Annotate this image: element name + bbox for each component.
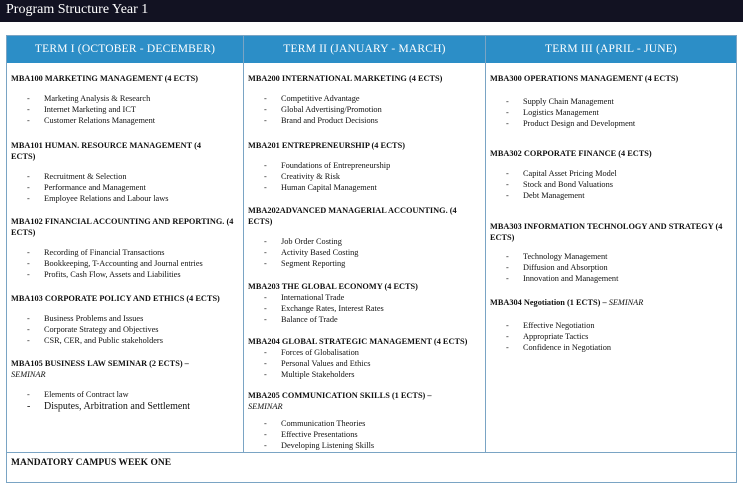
- topic-list: [490, 251, 732, 284]
- topic-item: - Disputes, Arbitration and Settlement: [11, 400, 239, 413]
- topic-item: - Profits, Cash Flow, Assets and Liabilities: [11, 269, 239, 280]
- course-block: [248, 390, 481, 451]
- topic-item: - Debt Management: [490, 190, 732, 201]
- topic-item: - Internet Marketing and ICT: [11, 104, 239, 115]
- topic-item: - Product Design and Development: [490, 118, 732, 129]
- topic-item: - Confidence in Negotiation: [490, 342, 732, 353]
- topic-list: [248, 93, 481, 126]
- topic-item: - Communication Theories: [248, 418, 481, 429]
- topic-item: - Forces of Globalisation: [248, 347, 481, 358]
- course-block: [11, 216, 239, 280]
- page-title: Program Structure Year 1: [6, 2, 149, 17]
- topic-item: - Balance of Trade: [248, 314, 481, 325]
- course-title: MBA101 HUMAN. RESOURCE MANAGEMENT (4 ECTS): [11, 141, 201, 161]
- topic-item: - Business Problems and Issues: [11, 313, 239, 324]
- seminar-label: SEMINAR: [248, 402, 283, 411]
- topic-item: - Technology Management: [490, 251, 732, 262]
- topic-list: [248, 418, 481, 451]
- term-heading: TERM III (APRIL - JUNE): [486, 36, 736, 63]
- topic-item: - Brand and Product Decisions: [248, 115, 481, 126]
- topic-item: - Creativity & Risk: [248, 171, 481, 182]
- course-block: [11, 140, 223, 204]
- course-block: [490, 148, 732, 201]
- course-block: [248, 205, 481, 269]
- topic-item: - Personal Values and Ethics: [248, 358, 481, 369]
- course-block: [248, 140, 481, 193]
- topic-list: [11, 389, 239, 413]
- topic-list: [248, 292, 481, 325]
- topic-item: - CSR, CER, and Public stakeholders: [11, 335, 239, 346]
- topic-list: [248, 347, 481, 380]
- course-block: [248, 73, 481, 126]
- topic-item: - Recording of Financial Transactions: [11, 247, 239, 258]
- course-block: [11, 293, 239, 346]
- course-block: [248, 336, 481, 380]
- topic-item: - Global Advertising/Promotion: [248, 104, 481, 115]
- term-heading: TERM I (OCTOBER - DECEMBER): [7, 36, 243, 63]
- topic-item: - Corporate Strategy and Objectives: [11, 324, 239, 335]
- topic-item: - Elements of Contract law: [11, 389, 239, 400]
- topic-item: - Effective Presentations: [248, 429, 481, 440]
- program-table: [6, 35, 737, 453]
- title-bar: [0, 0, 743, 22]
- topic-list: [490, 320, 732, 353]
- topic-item: - Customer Relations Management: [11, 115, 239, 126]
- course-title: MBA200 INTERNATIONAL MARKETING (4 ECTS): [248, 74, 443, 83]
- topic-item: - Bookkeeping, T-Accounting and Journal entries: [11, 258, 239, 269]
- topic-item: - Diffusion and Absorption: [490, 262, 732, 273]
- course-block: [490, 297, 732, 353]
- course-title: MBA201 ENTREPRENEURSHIP (4 ECTS): [248, 141, 405, 150]
- course-block: [490, 221, 732, 284]
- course-title: MBA302 CORPORATE FINANCE (4 ECTS): [490, 149, 652, 158]
- topic-item: - Performance and Management: [11, 182, 223, 193]
- course-block: [248, 281, 481, 325]
- course-title: MBA205 COMMUNICATION SKILLS (1 ECTS) – SEMINAR: [248, 391, 432, 411]
- topic-item: - Employee Relations and Labour laws: [11, 193, 223, 204]
- topic-item: - Multiple Stakeholders: [248, 369, 481, 380]
- term-column-2: [244, 36, 486, 452]
- course-block: [11, 358, 239, 413]
- course-title: MBA100 MARKETING MANAGEMENT (4 ECTS): [11, 74, 198, 83]
- topic-list: [11, 93, 239, 126]
- footer-label: MANDATORY CAMPUS WEEK ONE: [11, 458, 172, 468]
- term-heading: TERM II (JANUARY - MARCH): [244, 36, 485, 63]
- topic-item: - Recruitment & Selection: [11, 171, 223, 182]
- topic-item: - Supply Chain Management: [490, 96, 732, 107]
- topic-item: - Job Order Costing: [248, 236, 481, 247]
- course-title: MBA102 FINANCIAL ACCOUNTING AND REPORTING. (4 ECTS): [11, 217, 234, 237]
- topic-item: - Innovation and Management: [490, 273, 732, 284]
- topic-item: - Capital Asset Pricing Model: [490, 168, 732, 179]
- topic-item: - Marketing Analysis & Research: [11, 93, 239, 104]
- topic-item: - Competitive Advantage: [248, 93, 481, 104]
- seminar-label: SEMINAR: [11, 370, 46, 379]
- course-title: MBA202ADVANCED MANAGERIAL ACCOUNTING. (4 ECTS): [248, 206, 457, 226]
- course-title: MBA203 THE GLOBAL ECONOMY (4 ECTS): [248, 282, 418, 291]
- topic-list: [490, 168, 732, 201]
- topic-item: - Foundations of Entrepreneurship: [248, 160, 481, 171]
- topic-item: - Appropriate Tactics: [490, 331, 732, 342]
- topic-list: [490, 96, 732, 129]
- course-title: MBA103 CORPORATE POLICY AND ETHICS (4 ECTS): [11, 294, 220, 303]
- course-title: MBA204 GLOBAL STRATEGIC MANAGEMENT (4 ECTS): [248, 337, 468, 346]
- topic-list: [11, 171, 223, 204]
- topic-list: [11, 313, 239, 346]
- course-title: MBA105 BUSINESS LAW SEMINAR (2 ECTS) – SEMINAR: [11, 359, 189, 379]
- topic-list: [11, 247, 239, 280]
- footer-row: [6, 453, 737, 483]
- course-block: [11, 73, 239, 126]
- course-title: MBA304 Negotiation (1 ECTS) – SEMINAR: [490, 298, 644, 307]
- course-title: MBA300 OPERATIONS MANAGEMENT (4 ECTS): [490, 74, 679, 83]
- topic-item: - Logistics Management: [490, 107, 732, 118]
- topic-item: - International Trade: [248, 292, 481, 303]
- course-title: MBA303 INFORMATION TECHNOLOGY AND STRATEGY (4 ECTS): [490, 222, 723, 242]
- seminar-label: SEMINAR: [608, 298, 644, 307]
- topic-item: - Segment Reporting: [248, 258, 481, 269]
- term-column-1: [7, 36, 244, 452]
- topic-list: [248, 160, 481, 193]
- topic-item: - Effective Negotiation: [490, 320, 732, 331]
- topic-item: - Stock and Bond Valuations: [490, 179, 732, 190]
- course-block: [490, 73, 732, 129]
- term-column-3: [486, 36, 736, 452]
- topic-list: [248, 236, 481, 269]
- topic-item: - Activity Based Costing: [248, 247, 481, 258]
- topic-item: - Developing Listening Skills: [248, 440, 481, 451]
- topic-item: - Exchange Rates, Interest Rates: [248, 303, 481, 314]
- topic-item: - Human Capital Management: [248, 182, 481, 193]
